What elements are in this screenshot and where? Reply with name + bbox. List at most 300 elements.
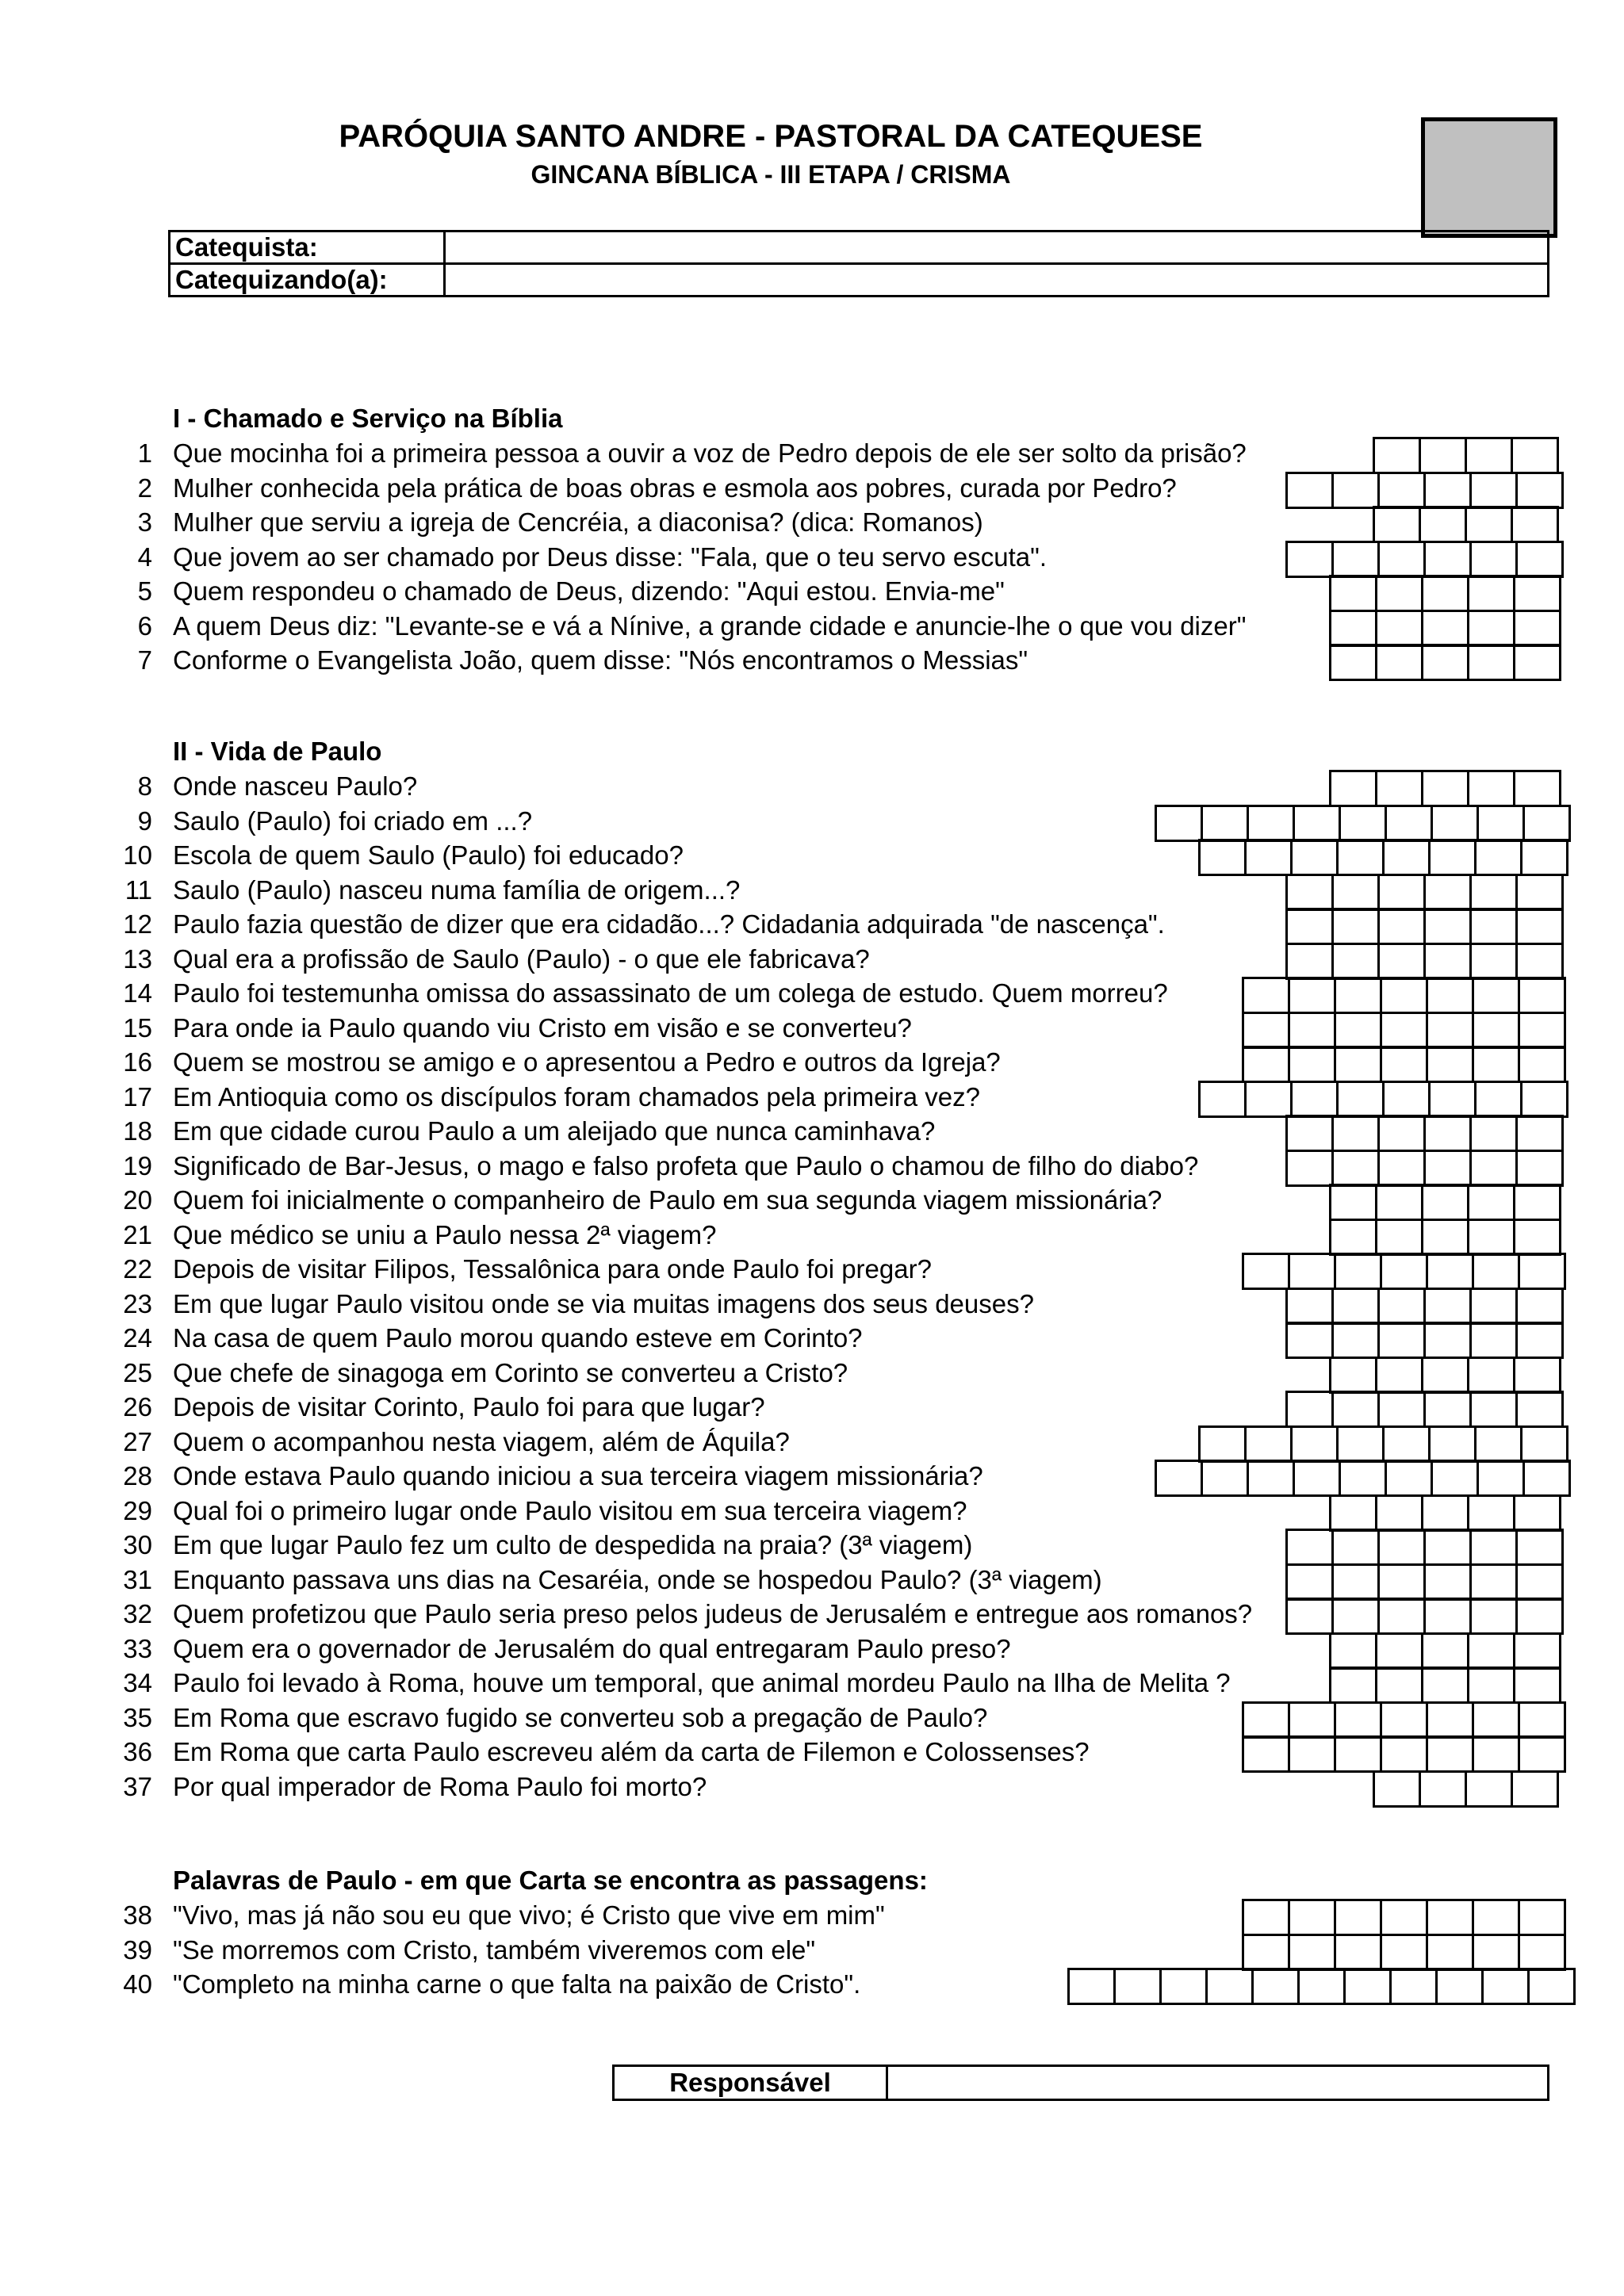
answer-cell[interactable] bbox=[1477, 805, 1525, 842]
answer-cell[interactable] bbox=[1465, 437, 1513, 474]
answer-cell[interactable] bbox=[1467, 1494, 1515, 1532]
answer-cell[interactable] bbox=[1343, 1968, 1392, 2005]
answer-cell[interactable] bbox=[1515, 1150, 1564, 1187]
answer-cell[interactable] bbox=[1423, 1115, 1472, 1152]
info-table bbox=[168, 230, 1549, 297]
answer-cell[interactable] bbox=[1334, 1253, 1382, 1290]
answer-cell[interactable] bbox=[1380, 1046, 1428, 1083]
answer-cell[interactable] bbox=[1428, 1081, 1477, 1118]
answer-cell[interactable] bbox=[1467, 644, 1515, 681]
answer-cell[interactable] bbox=[1465, 506, 1513, 543]
answer-cell[interactable] bbox=[1385, 1460, 1433, 1497]
answer-cell[interactable] bbox=[1469, 1598, 1518, 1635]
question-number: 4 bbox=[137, 541, 152, 572]
answer-cell[interactable] bbox=[1518, 1253, 1566, 1290]
answer-cell[interactable] bbox=[1518, 1899, 1566, 1936]
question-number: 33 bbox=[123, 1633, 152, 1663]
answer-cell[interactable] bbox=[1472, 1012, 1520, 1049]
responsavel-field[interactable] bbox=[887, 2066, 1549, 2100]
question-text: A quem Deus diz: "Levante-se e vá a Nínive, a grande cidade e anuncie-lhe o que vou dizer" bbox=[173, 610, 1247, 641]
responsavel-table bbox=[612, 2064, 1549, 2101]
answer-cell[interactable] bbox=[1285, 1563, 1334, 1601]
answer-cell[interactable] bbox=[1067, 1968, 1116, 2005]
question-text: Que chefe de sinagoga em Corinto se converteu a Cristo? bbox=[173, 1357, 848, 1387]
answer-cell[interactable] bbox=[1331, 943, 1380, 980]
catequizando-field[interactable] bbox=[445, 264, 1549, 297]
answer-cell[interactable] bbox=[1331, 472, 1380, 509]
answer-cell[interactable] bbox=[1373, 1770, 1421, 1808]
answer-cell[interactable] bbox=[1334, 1701, 1382, 1739]
answer-cell[interactable] bbox=[1242, 1046, 1290, 1083]
answer-cell[interactable] bbox=[1527, 1968, 1576, 2005]
answer-cell[interactable] bbox=[1426, 1253, 1474, 1290]
question-number: 27 bbox=[123, 1426, 152, 1456]
answer-cell[interactable] bbox=[1515, 1529, 1564, 1566]
answer-cell[interactable] bbox=[1155, 805, 1203, 842]
answer-cell[interactable] bbox=[1469, 1288, 1518, 1325]
answer-cell[interactable] bbox=[1285, 1115, 1334, 1152]
answer-cell[interactable] bbox=[1518, 1701, 1566, 1739]
answer-cell[interactable] bbox=[1518, 1046, 1566, 1083]
answer-cell[interactable] bbox=[1511, 506, 1559, 543]
answer-cell[interactable] bbox=[1518, 1934, 1566, 1971]
answer-cell[interactable] bbox=[1242, 1012, 1290, 1049]
answer-cell[interactable] bbox=[1377, 472, 1426, 509]
answer-cell[interactable] bbox=[1375, 1667, 1423, 1704]
answer-cell[interactable] bbox=[1469, 908, 1518, 945]
question-number: 38 bbox=[123, 1900, 152, 1930]
answer-cell[interactable] bbox=[1467, 1357, 1515, 1394]
answer-cell[interactable] bbox=[1419, 437, 1467, 474]
answer-cell[interactable] bbox=[1426, 1701, 1474, 1739]
question-text: Depois de visitar Corinto, Paulo foi para que lugar? bbox=[173, 1392, 765, 1422]
answer-cell[interactable] bbox=[1285, 1288, 1334, 1325]
answer-cell[interactable] bbox=[1290, 839, 1339, 876]
answer-grid bbox=[1329, 770, 1561, 807]
answer-cell[interactable] bbox=[1377, 874, 1426, 911]
answer-cell[interactable] bbox=[1515, 1322, 1564, 1359]
answer-cell[interactable] bbox=[1513, 770, 1561, 807]
answer-cell[interactable] bbox=[1329, 575, 1377, 612]
answer-cell[interactable] bbox=[1520, 1081, 1568, 1118]
answer-cell[interactable] bbox=[1431, 805, 1479, 842]
answer-cell[interactable] bbox=[1382, 1081, 1431, 1118]
answer-cell[interactable] bbox=[1513, 644, 1561, 681]
responsavel-label: Responsável bbox=[614, 2066, 887, 2100]
answer-cell[interactable] bbox=[1288, 1046, 1336, 1083]
question-text: Quem profetizou que Paulo seria preso pelos judeus de Jerusalém e entregue aos romanos? bbox=[173, 1599, 1253, 1628]
answer-cell[interactable] bbox=[1288, 977, 1336, 1014]
answer-cell[interactable] bbox=[1469, 874, 1518, 911]
answer-cell[interactable] bbox=[1247, 805, 1295, 842]
answer-cell[interactable] bbox=[1513, 575, 1561, 612]
answer-cell[interactable] bbox=[1377, 908, 1426, 945]
answer-grid bbox=[1285, 1391, 1564, 1428]
answer-cell[interactable] bbox=[1515, 874, 1564, 911]
answer-cell[interactable] bbox=[1469, 943, 1518, 980]
answer-cell[interactable] bbox=[1513, 610, 1561, 647]
answer-cell[interactable] bbox=[1297, 1968, 1346, 2005]
answer-cell[interactable] bbox=[1293, 1460, 1341, 1497]
answer-cell[interactable] bbox=[1380, 977, 1428, 1014]
answer-cell[interactable] bbox=[1515, 1288, 1564, 1325]
answer-cell[interactable] bbox=[1423, 1150, 1472, 1187]
question-text: Que jovem ao ser chamado por Deus disse: "Fala, que o teu servo escuta". bbox=[173, 541, 1048, 572]
answer-cell[interactable] bbox=[1329, 770, 1377, 807]
answer-cell[interactable] bbox=[1329, 1632, 1377, 1670]
answer-cell[interactable] bbox=[1472, 1899, 1520, 1936]
question-text: Onde estava Paulo quando iniciou a sua terceira viagem missionária? bbox=[173, 1461, 983, 1490]
answer-cell[interactable] bbox=[1285, 541, 1334, 578]
answer-cell[interactable] bbox=[1389, 1968, 1438, 2005]
answer-cell[interactable] bbox=[1421, 1357, 1469, 1394]
answer-cell[interactable] bbox=[1421, 1219, 1469, 1256]
answer-cell[interactable] bbox=[1515, 1115, 1564, 1152]
answer-cell[interactable] bbox=[1290, 1081, 1339, 1118]
answer-cell[interactable] bbox=[1375, 770, 1423, 807]
answer-cell[interactable] bbox=[1375, 610, 1423, 647]
answer-cell[interactable] bbox=[1423, 1598, 1472, 1635]
answer-cell[interactable] bbox=[1242, 1934, 1290, 1971]
question-text: Quem foi inicialmente o companheiro de Paulo em sua segunda viagem missionária? bbox=[173, 1185, 1162, 1215]
answer-cell[interactable] bbox=[1331, 1391, 1380, 1428]
answer-cell[interactable] bbox=[1377, 1598, 1426, 1635]
answer-cell[interactable] bbox=[1382, 1425, 1431, 1463]
answer-cell[interactable] bbox=[1331, 1322, 1380, 1359]
answer-cell[interactable] bbox=[1377, 1322, 1426, 1359]
answer-cell[interactable] bbox=[1334, 1735, 1382, 1773]
answer-cell[interactable] bbox=[1380, 1701, 1428, 1739]
answer-cell[interactable] bbox=[1201, 805, 1249, 842]
answer-cell[interactable] bbox=[1377, 1288, 1426, 1325]
answer-cell[interactable] bbox=[1329, 644, 1377, 681]
answer-cell[interactable] bbox=[1375, 1494, 1423, 1532]
answer-cell[interactable] bbox=[1377, 1115, 1426, 1152]
answer-cell[interactable] bbox=[1522, 1460, 1571, 1497]
answer-cell[interactable] bbox=[1288, 1012, 1336, 1049]
answer-cell[interactable] bbox=[1467, 1632, 1515, 1670]
question-text: Paulo fazia questão de dizer que era cidadão...? Cidadania adquirada "de nascença". bbox=[173, 909, 1165, 939]
answer-cell[interactable] bbox=[1329, 1184, 1377, 1221]
question-text: Para onde ia Paulo quando viu Cristo em visão e se converteu? bbox=[173, 1012, 912, 1043]
answer-cell[interactable] bbox=[1469, 1115, 1518, 1152]
answer-cell[interactable] bbox=[1421, 644, 1469, 681]
answer-cell[interactable] bbox=[1467, 770, 1515, 807]
answer-cell[interactable] bbox=[1467, 1219, 1515, 1256]
answer-cell[interactable] bbox=[1472, 1701, 1520, 1739]
question-number: 25 bbox=[123, 1357, 152, 1387]
answer-grid bbox=[1242, 1253, 1566, 1290]
answer-cell[interactable] bbox=[1159, 1968, 1208, 2005]
question-number: 28 bbox=[123, 1461, 152, 1490]
answer-cell[interactable] bbox=[1465, 1770, 1513, 1808]
answer-cell[interactable] bbox=[1520, 1425, 1568, 1463]
answer-cell[interactable] bbox=[1288, 1934, 1336, 1971]
answer-cell[interactable] bbox=[1336, 839, 1385, 876]
answer-cell[interactable] bbox=[1288, 1701, 1336, 1739]
question-text: Quem era o governador de Jerusalém do qual entregaram Paulo preso? bbox=[173, 1633, 1011, 1663]
question-text: Mulher conhecida pela prática de boas obras e esmola aos pobres, curada por Pedro? bbox=[173, 473, 1177, 503]
answer-cell[interactable] bbox=[1375, 575, 1423, 612]
answer-cell[interactable] bbox=[1285, 1150, 1334, 1187]
answer-cell[interactable] bbox=[1377, 943, 1426, 980]
answer-cell[interactable] bbox=[1518, 1735, 1566, 1773]
answer-cell[interactable] bbox=[1375, 1632, 1423, 1670]
answer-cell[interactable] bbox=[1242, 977, 1290, 1014]
answer-cell[interactable] bbox=[1426, 1899, 1474, 1936]
question-number: 40 bbox=[123, 1969, 152, 1999]
answer-cell[interactable] bbox=[1285, 1598, 1334, 1635]
answer-cell[interactable] bbox=[1518, 1012, 1566, 1049]
answer-cell[interactable] bbox=[1419, 1770, 1467, 1808]
answer-cell[interactable] bbox=[1247, 1460, 1295, 1497]
answer-cell[interactable] bbox=[1467, 1184, 1515, 1221]
answer-cell[interactable] bbox=[1380, 1012, 1428, 1049]
answer-cell[interactable] bbox=[1334, 1899, 1382, 1936]
answer-cell[interactable] bbox=[1515, 1598, 1564, 1635]
question-text: Quem respondeu o chamado de Deus, dizendo: "Aqui estou. Envia-me" bbox=[173, 576, 1005, 606]
answer-cell[interactable] bbox=[1515, 943, 1564, 980]
answer-cell[interactable] bbox=[1515, 1563, 1564, 1601]
answer-cell[interactable] bbox=[1474, 1081, 1522, 1118]
answer-cell[interactable] bbox=[1382, 839, 1431, 876]
question-number: 12 bbox=[123, 909, 152, 939]
answer-grid bbox=[1329, 1219, 1561, 1256]
answer-grid bbox=[1373, 506, 1559, 543]
answer-cell[interactable] bbox=[1472, 1934, 1520, 1971]
question-number: 2 bbox=[137, 473, 152, 503]
answer-cell[interactable] bbox=[1426, 1934, 1474, 1971]
answer-cell[interactable] bbox=[1472, 977, 1520, 1014]
answer-cell[interactable] bbox=[1511, 1770, 1559, 1808]
answer-cell[interactable] bbox=[1513, 1357, 1561, 1394]
answer-cell[interactable] bbox=[1513, 1494, 1561, 1532]
answer-cell[interactable] bbox=[1469, 1322, 1518, 1359]
answer-cell[interactable] bbox=[1285, 943, 1334, 980]
answer-cell[interactable] bbox=[1198, 839, 1247, 876]
answer-cell[interactable] bbox=[1285, 1529, 1334, 1566]
answer-cell[interactable] bbox=[1423, 1563, 1472, 1601]
answer-cell[interactable] bbox=[1472, 1046, 1520, 1083]
answer-cell[interactable] bbox=[1469, 1391, 1518, 1428]
answer-cell[interactable] bbox=[1518, 977, 1566, 1014]
answer-cell[interactable] bbox=[1334, 1012, 1382, 1049]
answer-cell[interactable] bbox=[1421, 610, 1469, 647]
answer-cell[interactable] bbox=[1339, 1460, 1387, 1497]
answer-cell[interactable] bbox=[1515, 1391, 1564, 1428]
answer-cell[interactable] bbox=[1467, 575, 1515, 612]
answer-cell[interactable] bbox=[1373, 437, 1421, 474]
answer-cell[interactable] bbox=[1428, 839, 1477, 876]
answer-cell[interactable] bbox=[1334, 1934, 1382, 1971]
question-text: Depois de visitar Filipos, Tessalônica para onde Paulo foi pregar? bbox=[173, 1254, 932, 1284]
answer-cell[interactable] bbox=[1242, 1899, 1290, 1936]
question-text: Quem o acompanhou nesta viagem, além de Áquila? bbox=[173, 1426, 790, 1456]
answer-cell[interactable] bbox=[1423, 874, 1472, 911]
answer-cell[interactable] bbox=[1375, 644, 1423, 681]
answer-cell[interactable] bbox=[1421, 1184, 1469, 1221]
answer-cell[interactable] bbox=[1474, 1425, 1522, 1463]
answer-cell[interactable] bbox=[1334, 1046, 1382, 1083]
answer-cell[interactable] bbox=[1423, 943, 1472, 980]
answer-cell[interactable] bbox=[1421, 1667, 1469, 1704]
answer-cell[interactable] bbox=[1423, 472, 1472, 509]
answer-cell[interactable] bbox=[1426, 1012, 1474, 1049]
answer-cell[interactable] bbox=[1251, 1968, 1300, 2005]
answer-cell[interactable] bbox=[1244, 839, 1293, 876]
answer-cell[interactable] bbox=[1380, 1735, 1428, 1773]
answer-cell[interactable] bbox=[1477, 1460, 1525, 1497]
answer-cell[interactable] bbox=[1375, 1184, 1423, 1221]
answer-cell[interactable] bbox=[1380, 1899, 1428, 1936]
answer-cell[interactable] bbox=[1201, 1460, 1249, 1497]
answer-cell[interactable] bbox=[1428, 1425, 1477, 1463]
answer-cell[interactable] bbox=[1244, 1425, 1293, 1463]
answer-cell[interactable] bbox=[1426, 1046, 1474, 1083]
question-number: 9 bbox=[137, 806, 152, 836]
question-text: Mulher que serviu a igreja de Cencréia, a diaconisa? (dica: Romanos) bbox=[173, 507, 983, 537]
answer-cell[interactable] bbox=[1421, 1632, 1469, 1670]
answer-cell[interactable] bbox=[1285, 472, 1334, 509]
question-number: 39 bbox=[123, 1934, 152, 1965]
answer-cell[interactable] bbox=[1435, 1968, 1484, 2005]
catequista-field[interactable] bbox=[445, 232, 1549, 264]
answer-cell[interactable] bbox=[1467, 610, 1515, 647]
question-text: Onde nasceu Paulo? bbox=[173, 771, 418, 801]
answer-cell[interactable] bbox=[1242, 1701, 1290, 1739]
answer-cell[interactable] bbox=[1285, 1391, 1334, 1428]
answer-cell[interactable] bbox=[1423, 1391, 1472, 1428]
question-number: 26 bbox=[123, 1392, 152, 1422]
answer-cell[interactable] bbox=[1331, 1115, 1380, 1152]
answer-cell[interactable] bbox=[1513, 1632, 1561, 1670]
question-number: 10 bbox=[123, 840, 152, 870]
answer-cell[interactable] bbox=[1377, 541, 1426, 578]
answer-cell[interactable] bbox=[1375, 1357, 1423, 1394]
question-text: Enquanto passava uns dias na Cesaréia, onde se hospedou Paulo? (3ª viagem) bbox=[173, 1564, 1102, 1594]
answer-cell[interactable] bbox=[1329, 1219, 1377, 1256]
answer-cell[interactable] bbox=[1380, 1253, 1428, 1290]
answer-cell[interactable] bbox=[1293, 805, 1341, 842]
answer-cell[interactable] bbox=[1198, 1081, 1247, 1118]
answer-cell[interactable] bbox=[1331, 1288, 1380, 1325]
answer-cell[interactable] bbox=[1285, 874, 1334, 911]
answer-cell[interactable] bbox=[1377, 1391, 1426, 1428]
answer-cell[interactable] bbox=[1481, 1968, 1530, 2005]
answer-cell[interactable] bbox=[1331, 908, 1380, 945]
answer-cell[interactable] bbox=[1288, 1735, 1336, 1773]
answer-cell[interactable] bbox=[1373, 506, 1421, 543]
answer-cell[interactable] bbox=[1513, 1667, 1561, 1704]
answer-cell[interactable] bbox=[1331, 1563, 1380, 1601]
answer-cell[interactable] bbox=[1288, 1899, 1336, 1936]
answer-cell[interactable] bbox=[1329, 610, 1377, 647]
question-number: 19 bbox=[123, 1150, 152, 1181]
answer-cell[interactable] bbox=[1336, 1081, 1385, 1118]
answer-cell[interactable] bbox=[1329, 1357, 1377, 1394]
answer-cell[interactable] bbox=[1331, 1150, 1380, 1187]
answer-cell[interactable] bbox=[1423, 1529, 1472, 1566]
answer-cell[interactable] bbox=[1329, 1667, 1377, 1704]
answer-cell[interactable] bbox=[1155, 1460, 1203, 1497]
answer-cell[interactable] bbox=[1469, 541, 1518, 578]
answer-cell[interactable] bbox=[1113, 1968, 1162, 2005]
answer-cell[interactable] bbox=[1513, 1219, 1561, 1256]
answer-cell[interactable] bbox=[1421, 770, 1469, 807]
answer-grid bbox=[1285, 541, 1564, 578]
answer-cell[interactable] bbox=[1522, 805, 1571, 842]
answer-cell[interactable] bbox=[1423, 908, 1472, 945]
answer-cell[interactable] bbox=[1334, 977, 1382, 1014]
answer-cell[interactable] bbox=[1377, 1563, 1426, 1601]
answer-cell[interactable] bbox=[1431, 1460, 1479, 1497]
answer-cell[interactable] bbox=[1515, 472, 1564, 509]
answer-cell[interactable] bbox=[1474, 839, 1522, 876]
question-text: "Completo na minha carne o que falta na paixão de Cristo". bbox=[173, 1969, 861, 1999]
answer-cell[interactable] bbox=[1377, 1529, 1426, 1566]
question-text: Por qual imperador de Roma Paulo foi morto? bbox=[173, 1771, 707, 1801]
answer-cell[interactable] bbox=[1423, 1322, 1472, 1359]
answer-cell[interactable] bbox=[1469, 1563, 1518, 1601]
answer-cell[interactable] bbox=[1467, 1667, 1515, 1704]
answer-cell[interactable] bbox=[1421, 1494, 1469, 1532]
answer-cell[interactable] bbox=[1469, 1529, 1518, 1566]
answer-cell[interactable] bbox=[1380, 1934, 1428, 1971]
answer-cell[interactable] bbox=[1288, 1253, 1336, 1290]
answer-cell[interactable] bbox=[1423, 541, 1472, 578]
answer-cell[interactable] bbox=[1244, 1081, 1293, 1118]
answer-cell[interactable] bbox=[1515, 541, 1564, 578]
answer-cell[interactable] bbox=[1198, 1425, 1247, 1463]
answer-grid bbox=[1285, 943, 1564, 980]
answer-cell[interactable] bbox=[1329, 1494, 1377, 1532]
answer-cell[interactable] bbox=[1242, 1735, 1290, 1773]
answer-cell[interactable] bbox=[1469, 1150, 1518, 1187]
answer-cell[interactable] bbox=[1513, 1184, 1561, 1221]
answer-cell[interactable] bbox=[1419, 506, 1467, 543]
answer-cell[interactable] bbox=[1520, 839, 1568, 876]
answer-cell[interactable] bbox=[1285, 908, 1334, 945]
answer-cell[interactable] bbox=[1331, 1598, 1380, 1635]
answer-cell[interactable] bbox=[1421, 575, 1469, 612]
answer-cell[interactable] bbox=[1290, 1425, 1339, 1463]
answer-cell[interactable] bbox=[1336, 1425, 1385, 1463]
answer-cell[interactable] bbox=[1339, 805, 1387, 842]
answer-cell[interactable] bbox=[1331, 1529, 1380, 1566]
answer-cell[interactable] bbox=[1385, 805, 1433, 842]
answer-cell[interactable] bbox=[1515, 908, 1564, 945]
answer-cell[interactable] bbox=[1423, 1288, 1472, 1325]
answer-cell[interactable] bbox=[1377, 1150, 1426, 1187]
answer-grid bbox=[1285, 1529, 1564, 1566]
answer-cell[interactable] bbox=[1426, 1735, 1474, 1773]
answer-cell[interactable] bbox=[1331, 541, 1380, 578]
question-number: 32 bbox=[123, 1599, 152, 1628]
answer-cell[interactable] bbox=[1242, 1253, 1290, 1290]
answer-cell[interactable] bbox=[1472, 1735, 1520, 1773]
question-text: Saulo (Paulo) nasceu numa família de origem...? bbox=[173, 874, 741, 905]
answer-cell[interactable] bbox=[1331, 874, 1380, 911]
answer-cell[interactable] bbox=[1469, 472, 1518, 509]
answer-cell[interactable] bbox=[1426, 977, 1474, 1014]
answer-grid bbox=[1285, 908, 1564, 945]
answer-cell[interactable] bbox=[1205, 1968, 1254, 2005]
answer-cell[interactable] bbox=[1472, 1253, 1520, 1290]
answer-cell[interactable] bbox=[1511, 437, 1559, 474]
answer-grid bbox=[1285, 472, 1564, 509]
answer-cell[interactable] bbox=[1285, 1322, 1334, 1359]
answer-cell[interactable] bbox=[1375, 1219, 1423, 1256]
